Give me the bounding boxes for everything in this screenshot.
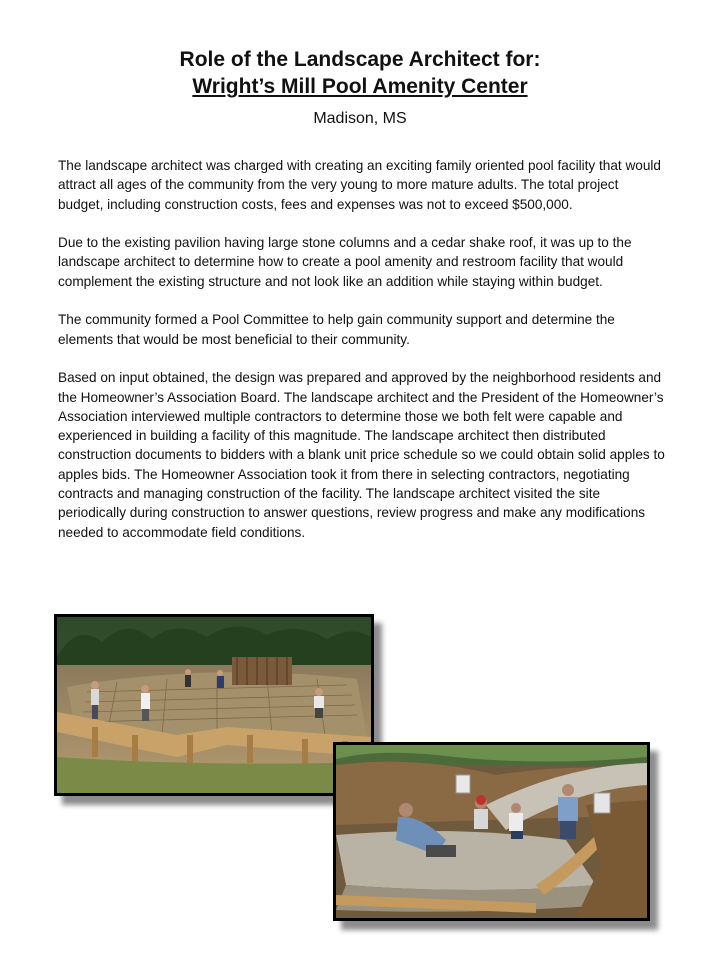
paragraph-2: Due to the existing pavilion having large stone columns and a cedar shake roof, it was up to the landscape architect to determine how to create a pool amenity and restroom facility that would complement the existing structure and not look like an addition while staying within budget. (58, 235, 632, 289)
construction-photo-concrete-finishing (333, 742, 650, 921)
body-text (58, 156, 666, 561)
paragraph-3: The community formed a Pool Committee to help gain community support and determine the elements that would be most beneficial to their community. (58, 312, 615, 347)
location-subtitle: Madison, MS (313, 110, 407, 127)
page-title (0, 46, 720, 100)
title-line-1: Role of the Landscape Architect for: (179, 48, 541, 71)
paragraph-4: Based on input obtained, the design was prepared and approved by the neighborhood residents and the Homeowner’s Association Board. The landscape architect and the President of the Homeowner’s Association interviewed multiple contractors to determine those we both felt were capable and experienced in building a facility of this magnitude. The landscape architect then distributed construction documents to bidders with a blank unit price schedule so we could obtain solid apples to apples bids. The Homeowner Association took it from there in selecting contractors, negotiating contracts and managing construction of the facility. The landscape architect visited the site periodically during construction to answer questions, review progress and make any modifications needed to accommodate field conditions. (58, 370, 665, 540)
paragraph-1: The landscape architect was charged with creating an exciting family oriented pool facility that would attract all ages of the community from the very young to more mature adults. The total project budget, including construction costs, fees and expenses was not to exceed $500,000. (58, 158, 661, 212)
construction-photo-pool-formwork (54, 614, 374, 796)
title-line-2: Wright’s Mill Pool Amenity Center (192, 75, 528, 98)
